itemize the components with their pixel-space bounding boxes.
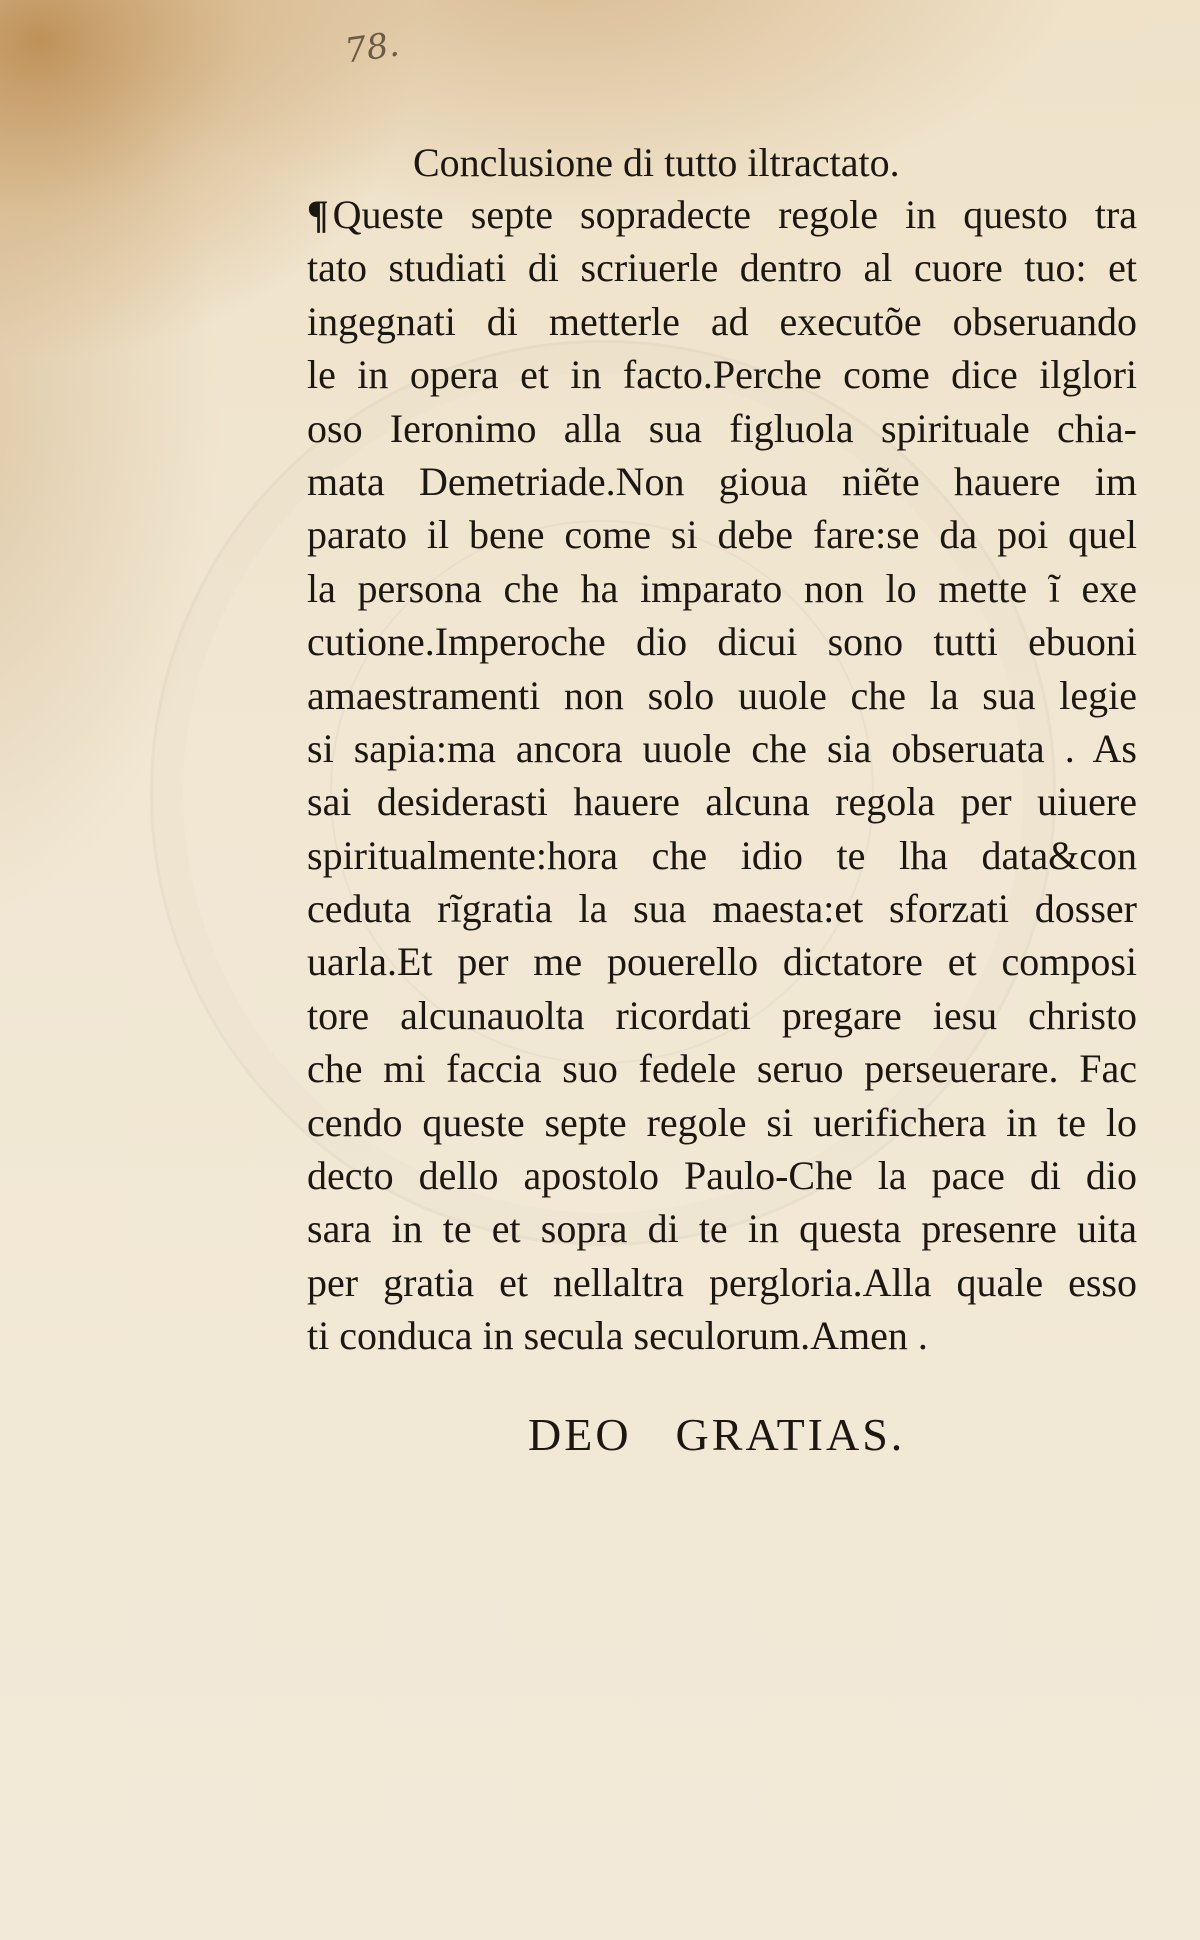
text-line-22: ti conduca in secula seculorum.Amen . <box>307 1313 928 1359</box>
text-line-10: amaestramenti non solo uuole che la sua legie <box>307 672 1137 718</box>
main-text-block <box>307 138 1137 1363</box>
closing-word-deo: DEO <box>528 1409 632 1460</box>
text-line-12: sai desiderasti hauere alcuna regola per uiuere <box>307 779 1137 825</box>
text-line-1 <box>307 188 1137 241</box>
text-line-3: ingegnati di metterle ad executõe obseruando <box>307 298 1137 344</box>
text-line-7: parato il bene come si debe fare:se da poi quel <box>307 512 1137 558</box>
text-line-14: ceduta rĩgratia la sua maesta:et sforzati dosser <box>307 886 1137 932</box>
text-line-9: cutione.Imperoche dio dicui sono tutti ebuoni <box>307 619 1137 665</box>
closing-word-gratias: GRATIAS. <box>675 1409 906 1460</box>
text-line-8: la persona che ha imparato non lo mette ĩ exe <box>307 565 1137 611</box>
text-line-13: spiritualmente:hora che idio te lha data&con <box>307 832 1137 878</box>
text-line-17: che mi faccia suo fedele seruo perseuerare. Fac <box>307 1046 1137 1092</box>
text-line-19: decto dello apostolo Paulo-Che la pace di dio <box>307 1153 1137 1199</box>
text-line-21: per gratia et nellaltra pergloria.Alla quale esso <box>307 1259 1137 1305</box>
text-line-6: mata Demetriade.Non gioua niẽte hauere im <box>307 458 1137 504</box>
section-heading: Conclusione di tutto iltractato. <box>413 140 900 185</box>
text-line-15: uarla.Et per me pouerello dictatore et composi <box>307 939 1137 985</box>
text-line-11: si sapia:ma ancora uuole che sia obseruata . As <box>307 725 1137 771</box>
text-line-2: tato studiati di scriuerle dentro al cuore tuo: et <box>307 245 1137 291</box>
pilcrow-icon: ¶ <box>307 192 329 237</box>
text-line-18: cendo queste septe regole si uerifichera in te lo <box>307 1099 1137 1145</box>
text-line-20: sara in te et sopra di te in questa presenre uita <box>307 1206 1137 1252</box>
text-line-1-content: Queste septe sopradecte regole in questo tra <box>332 192 1137 237</box>
text-line-4: le in opera et in facto.Perche come dice ilglori <box>307 352 1137 398</box>
text-line-5: oso Ieronimo alla sua figluola spirituale chia- <box>307 405 1137 451</box>
text-line-16: tore alcunauolta ricordati pregare iesu christo <box>307 992 1137 1038</box>
closing-formula <box>528 1408 905 1461</box>
folio-number: 78. <box>342 24 402 72</box>
